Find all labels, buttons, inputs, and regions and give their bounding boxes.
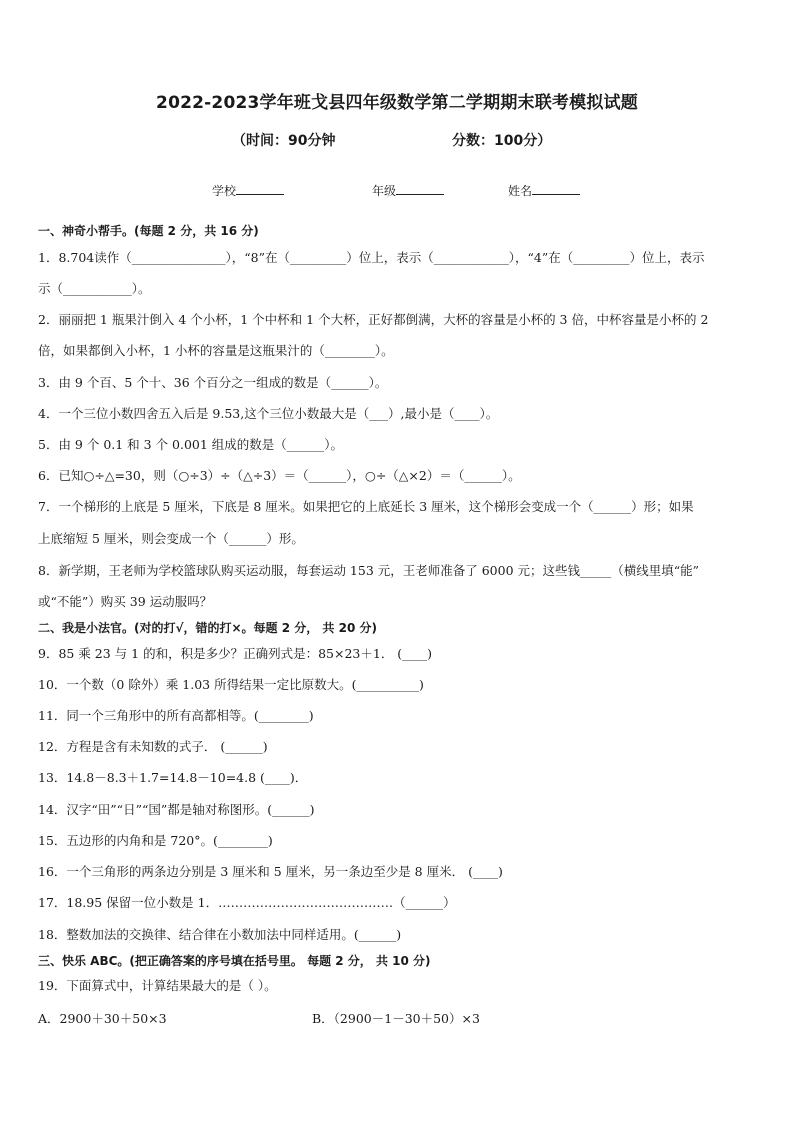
question-19-option-a: A．2900＋30＋50×3 xyxy=(38,1011,167,1026)
question-14: 14．汉字“田”“日”“国”都是轴对称图形。(______) xyxy=(38,802,315,817)
section-3-heading: 三、快乐 ABC。(把正确答案的序号填在括号里。 每题 2 分， 共 10 分) xyxy=(38,954,431,968)
question-7-line-1: 7．一个梯形的上底是 5 厘米，下底是 8 厘米。如果把它的上底延长 3 厘米，这个梯形会变成一个（______）形；如果 xyxy=(38,499,694,514)
question-18: 18．整数加法的交换律、结合律在小数加法中同样适用。(______) xyxy=(38,927,402,942)
question-6: 6．已知○÷△=30，则（○÷3）÷（△÷3）＝（______），○÷（△×2）＝（______）。 xyxy=(38,468,521,483)
name-field xyxy=(508,182,580,199)
question-2-line-2: 倍，如果都倒入小杯，1 小杯的容量是这瓶果汁的（________）。 xyxy=(38,343,394,358)
exam-score: 分数：100分） xyxy=(452,133,552,149)
section-2-heading: 二、我是小法官。(对的打√，错的打×。每题 2 分， 共 20 分) xyxy=(38,621,377,635)
exam-time: （时间：90分钟 xyxy=(232,133,336,149)
school-label: 学校 xyxy=(212,184,237,198)
question-7-line-2: 上底缩短 5 厘米，则会变成一个（______）形。 xyxy=(38,531,304,546)
question-10: 10．一个数（0 除外）乘 1.03 所得结果一定比原数大。(__________) xyxy=(38,677,424,692)
question-1-line-1: 1．8.704读作（_______________），“8”在（_________）位上，表示（____________），“4”在（_________）位上，表示 xyxy=(38,250,705,265)
question-3: 3．由 9 个百、5 个十、36 个百分之一组成的数是（______）。 xyxy=(38,375,388,390)
question-11: 11．同一个三角形中的所有高都相等。(________) xyxy=(38,708,314,723)
question-17: 17．18.95 保留一位小数是 1．……………………………………（______） xyxy=(38,895,456,910)
question-4: 4．一个三位小数四舍五入后是 9.53,这个三位小数最大是（___）,最小是（____）。 xyxy=(38,406,499,421)
question-9: 9．85 乘 23 与 1 的和，积是多少？正确列式是：85×23＋1． (____) xyxy=(38,646,433,661)
question-5: 5．由 9 个 0.1 和 3 个 0.001 组成的数是（______）。 xyxy=(38,437,344,452)
grade-label: 年级 xyxy=(372,184,397,198)
question-12: 12．方程是含有未知数的式子． (______) xyxy=(38,739,268,754)
question-8-line-2: 或“不能”）购买 39 运动服吗？ xyxy=(38,594,213,609)
question-13: 13．14.8－8.3＋1.7=14.8－10=4.8 (____)． xyxy=(38,770,308,785)
school-blank xyxy=(236,183,284,195)
grade-blank xyxy=(396,183,444,195)
question-8-line-1: 8．新学期，王老师为学校篮球队购买运动服，每套运动 153 元，王老师准备了 6000 元；这些钱_____（横线里填“能” xyxy=(38,563,700,578)
grade-field xyxy=(372,182,444,199)
question-1-line-2: 示（___________）。 xyxy=(38,281,151,296)
question-19-option-b: B．（2900－1－30＋50）×3 xyxy=(312,1011,480,1026)
name-label: 姓名 xyxy=(508,184,533,198)
question-16: 16．一个三角形的两条边分别是 3 厘米和 5 厘米，另一条边至少是 8 厘米． (____) xyxy=(38,864,503,879)
school-field xyxy=(212,182,284,199)
section-1-heading: 一、神奇小帮手。(每题 2 分，共 16 分) xyxy=(38,224,259,238)
exam-title: 2022-2023学年班戈县四年级数学第二学期期末联考模拟试题 xyxy=(156,93,638,113)
name-blank xyxy=(532,183,580,195)
question-2-line-1: 2．丽丽把 1 瓶果汁倒入 4 个小杯，1 个中杯和 1 个大杯，正好都倒满，大杯的容量是小杯的 3 倍，中杯容量是小杯的 2 xyxy=(38,312,709,327)
question-15: 15．五边形的内角和是 720°。(________) xyxy=(38,833,273,848)
question-19: 19．下面算式中，计算结果最大的是（ ）。 xyxy=(38,978,277,993)
